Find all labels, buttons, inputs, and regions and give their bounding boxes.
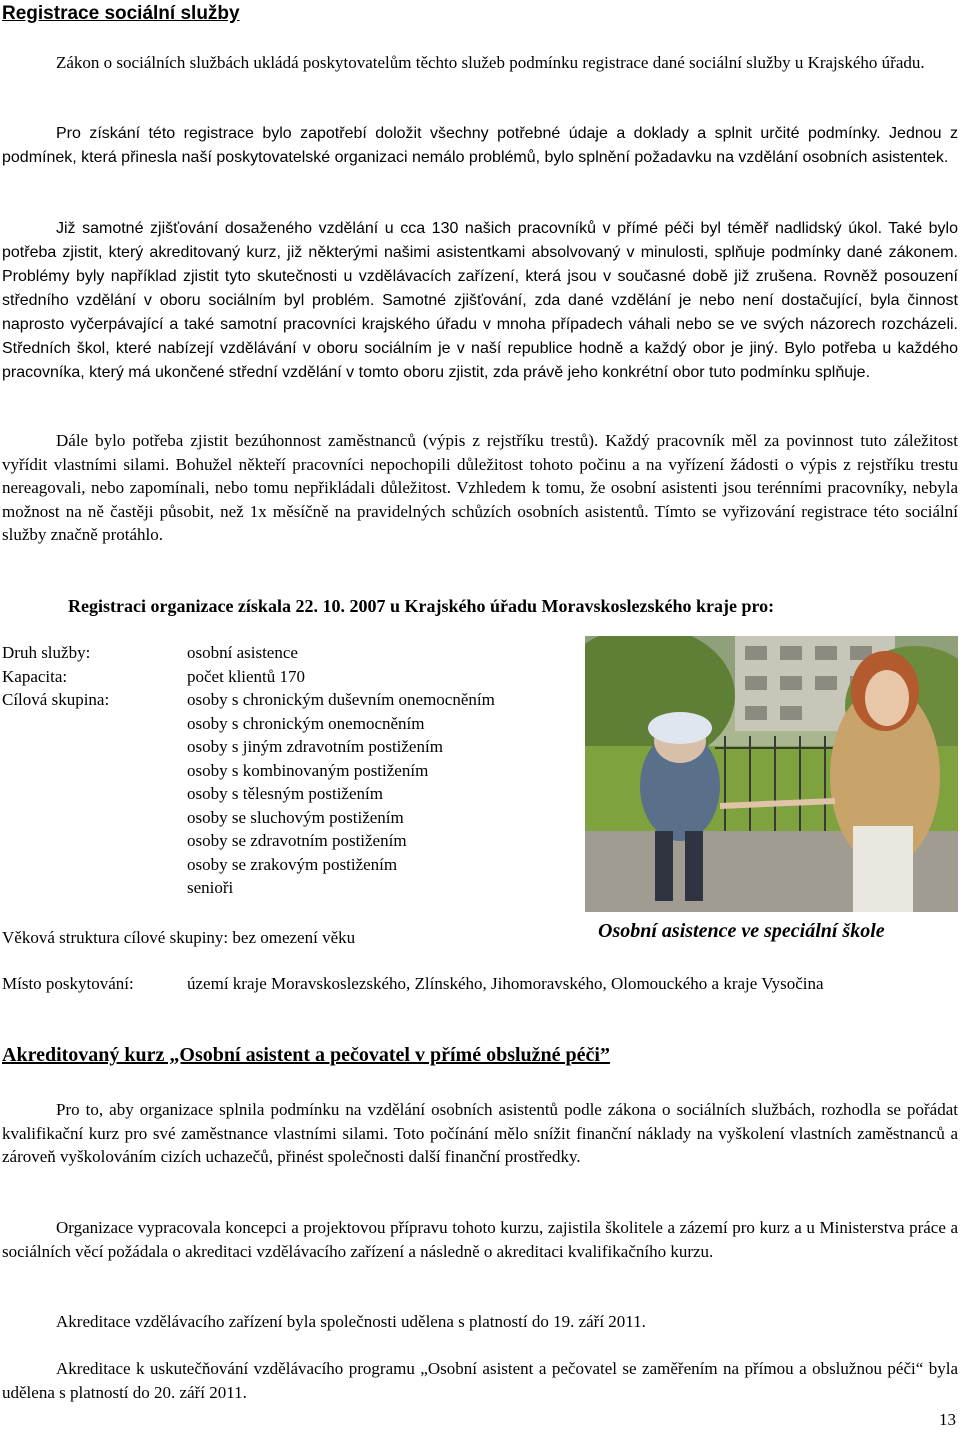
paragraph: Organizace vypracovala koncepci a projektovou přípravu tohoto kurzu, zajistila školitele a zázemí pro kurz a u Ministerstva práce a sociálních věcí požádala o akreditaci vzdělávacího zařízení a následně o akreditaci kvalifikačního kurzu. xyxy=(2,1218,958,1261)
druh-value: osobní asistence xyxy=(187,643,298,662)
vekova-struktura: Věková struktura cílové skupiny: bez omezení věku xyxy=(2,928,356,947)
paragraph: Pro získání této registrace bylo zapotřebí doložit všechny potřebné údaje a doklady a splnit určité podmínky. Jednou z podmínek, která přinesla naší poskytovatelské organizaci nemálo problémů, bylo splnění požadavku na vzdělání osobních asistentek. xyxy=(2,125,958,166)
misto-label: Místo poskytování: xyxy=(2,974,134,993)
section-title-akreditovany-kurz: Akreditovaný kurz „Osobní asistent a pečovatel v přímé obslužné péči” xyxy=(2,1044,610,1066)
paragraph: Akreditace k uskutečňování vzdělávacího programu „Osobní asistent a pečovatel se zaměřením na přímou a obslužnou péči“ byla udělena s platností do 20. září 2011. xyxy=(2,1359,958,1402)
cilova-skupina-label: Cílová skupina: xyxy=(2,690,110,709)
paragraph: Akreditace vzdělávacího zařízení byla společnosti udělena s platností do 19. září 2011. xyxy=(56,1312,646,1331)
paragraph: Pro to, aby organizace splnila podmínku na vzdělání osobních asistentů podle zákona o sociálních službách, rozhodla se pořádat kvalifikační kurz pro své zaměstnance vlastními silami. Toto počínání mělo snížit finanční náklady na vyškolení vlastních zaměstnanců a zároveň vyškolováním cizích uchazečů, přinést společnosti další finanční prostředky. xyxy=(2,1100,958,1166)
photo-personal-assistance xyxy=(585,636,958,912)
cilova-skupina-list xyxy=(187,688,495,900)
misto-value: území kraje Moravskoslezského, Zlínského, Jihomoravského, Olomouckého a kraje Vysočina xyxy=(187,974,824,993)
list-item: osoby s chronickým duševním onemocněním xyxy=(187,690,495,709)
kapacita-label: Kapacita: xyxy=(2,667,68,686)
section-title-registrace: Registrace sociální služby xyxy=(2,3,240,24)
list-item: osoby se sluchovým postižením xyxy=(187,807,404,827)
paragraph: Zákon o sociálních službách ukládá poskytovatelům těchto služeb podmínku registrace dané sociální služby u Krajského úřadu. xyxy=(56,53,925,72)
page-number: 13 xyxy=(939,1410,956,1429)
kapacita-value: počet klientů 170 xyxy=(187,667,306,686)
registration-heading: Registraci organizace získala 22. 10. 2007 u Krajského úřadu Moravskoslezského kraje pro: xyxy=(68,596,775,616)
list-item: osoby se zdravotním postižením xyxy=(187,831,407,850)
list-item: senioři xyxy=(187,878,234,897)
paragraph: Již samotné zjišťování dosaženého vzdělání u cca 130 našich pracovníků v přímé péči byl téměř nadlidský úkol. Také bylo potřeba zjistit, který akreditovaný kurz, již některými našimi asistentkami absolvovaný v minulosti, splňuje podmínky dané zákonem. Problémy byly například zjistit tyto skutečnosti u vzdělávacích zařízení, která jsou v současné době již zrušena. Rovněž posouzení středního vzdělání v oboru sociálním byl problém. Samotné zjišťování, zda dané vzdělání je nebo není dostačující, byla činnost naprosto vyčerpávající a také samotní pracovníci krajského úřadu v mnoha případech váhali nebo se ve svých názorech rozcházeli. Středních škol, které nabízejí vzdělávání v oboru sociálním je v naší republice hodně a každý obor je jiný. Bylo potřeba u každého pracovníka, který má ukončené střední vzdělání v tomto oboru zjistit, zda právě jeho konkrétní obor tuto podmínku splňuje. xyxy=(2,220,958,381)
paragraph: Dále bylo potřeba zjistit bezúhonnost zaměstnanců (výpis z rejstříku trestů). Každý pracovník měl za povinnost tuto záležitost vyřídit vlastními silami. Bohužel někteří pracovníci nepochopili důležitost tohoto počinu a na vyřízení žádosti o výpis z rejstříku trestu nereagovali, nebo zapomínali, nebo tomu nepřikládali důležitost. Vzhledem k tomu, že osobní asistenti jsou terénními pracovníky, nebyla možnost na ně častěji působit, než 1x měsíčně na pravidelných schůzích osobních asistentů. Tímto se vyřizování registrace této sociální služby značně protáhlo. xyxy=(2,431,958,544)
list-item: osoby s tělesným postižením xyxy=(187,784,383,803)
list-item: osoby s kombinovaným postižením xyxy=(187,760,429,780)
photo-caption: Osobní asistence ve speciální škole xyxy=(598,920,885,942)
list-item: osoby s chronickým onemocněním xyxy=(187,713,425,733)
list-item: osoby s jiným zdravotním postižením xyxy=(187,737,443,756)
photo-illustration xyxy=(585,636,958,912)
druh-label: Druh služby: xyxy=(2,643,91,662)
list-item: osoby se zrakovým postižením xyxy=(187,854,398,874)
